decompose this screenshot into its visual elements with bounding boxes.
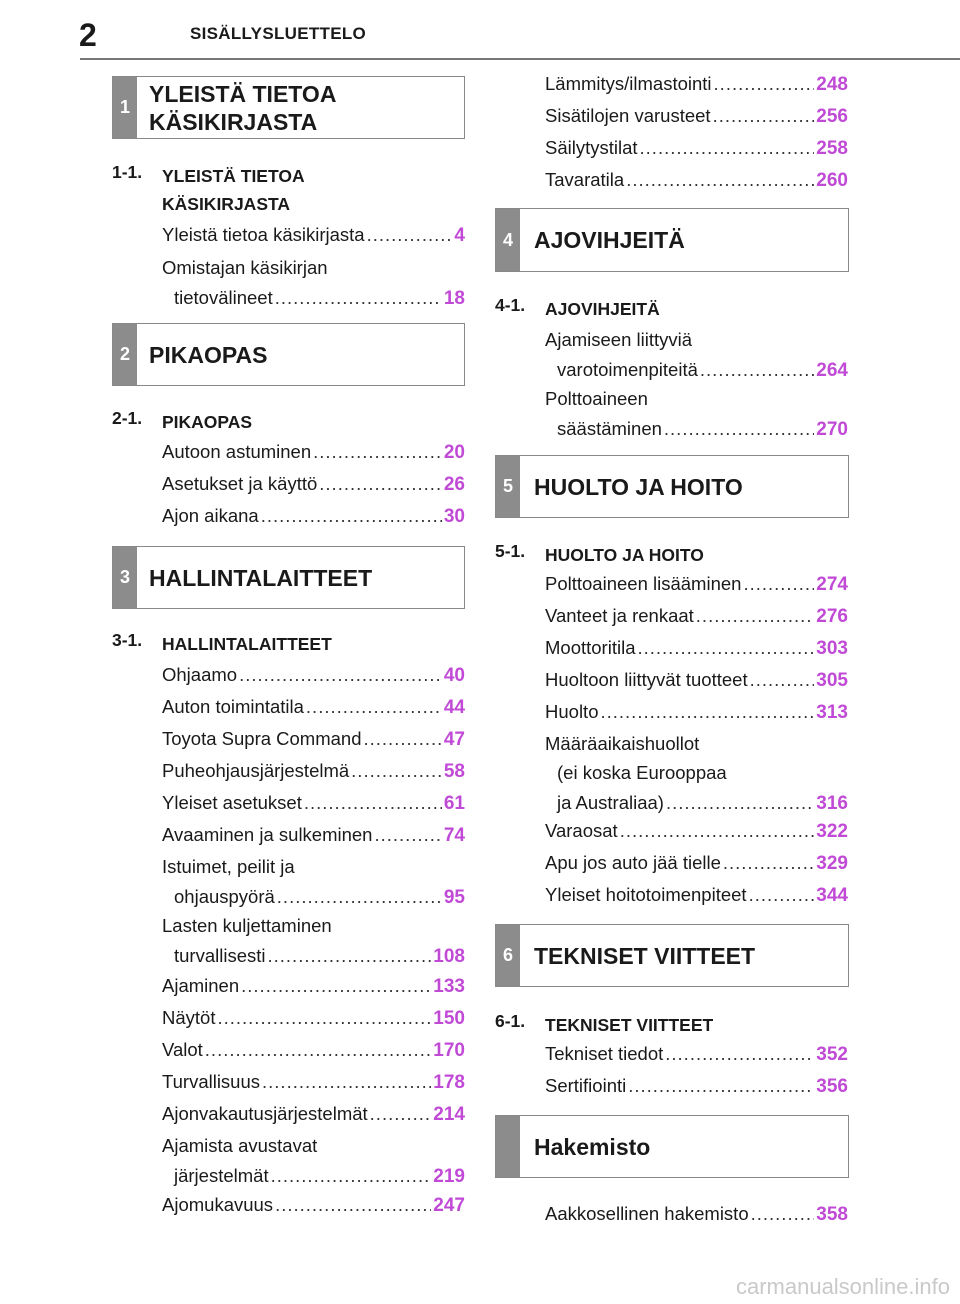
toc-entry[interactable]: Toyota Supra Command ..... 47 (162, 723, 465, 755)
chapter-tab: 3 (113, 547, 137, 608)
toc-entry[interactable]: Yleiset hoitotoimenpiteet ..... 344 (545, 879, 848, 911)
toc-entry[interactable]: Ajomukavuus ..... 247 (162, 1189, 465, 1221)
toc-entry[interactable]: Ohjaamo ..... 40 (162, 659, 465, 691)
page-link[interactable]: 214 (433, 1104, 465, 1125)
page-link[interactable]: 95 (443, 887, 465, 908)
page-link[interactable]: 61 (443, 793, 465, 814)
toc-entry[interactable]: Sertifiointi ..... 356 (545, 1070, 848, 1102)
chapter-box-3[interactable] (112, 546, 465, 609)
page-link[interactable]: 18 (443, 288, 465, 309)
chapter-box-index[interactable] (495, 1115, 849, 1178)
page-link[interactable]: 329 (816, 853, 848, 874)
toc-entry[interactable]: Autoon astuminen ..... 20 (162, 436, 465, 468)
chapter-tab (496, 1116, 520, 1177)
toc-entry[interactable]: Polttoaineen säästäminen ..... 270 (545, 384, 848, 445)
page-link[interactable]: 247 (433, 1195, 465, 1216)
toc-entry[interactable]: Valot ..... 170 (162, 1034, 465, 1066)
chapter-box-5[interactable] (495, 455, 849, 518)
toc-entry[interactable]: Ajaminen ..... 133 (162, 970, 465, 1002)
toc-entry[interactable]: Lasten kuljettaminen turvallisesti ..... 108 (162, 911, 465, 972)
toc-entry[interactable]: Lämmitys/ilmastointi ..... 248 (545, 68, 848, 100)
chapter-tab: 5 (496, 456, 520, 517)
page-link[interactable]: 30 (443, 506, 465, 527)
toc-entry[interactable]: Sisätilojen varusteet ..... 256 (545, 100, 848, 132)
toc-entry[interactable]: Huoltoon liittyvät tuotteet ..... 305 (545, 664, 848, 696)
toc-entry[interactable]: Avaaminen ja sulkeminen ..... 74 (162, 819, 465, 851)
page-link[interactable]: 313 (816, 702, 848, 723)
page-link[interactable]: 58 (443, 761, 465, 782)
toc-entry[interactable]: Apu jos auto jää tielle ..... 329 (545, 847, 848, 879)
toc-entry[interactable]: Asetukset ja käyttö ..... 26 (162, 468, 465, 500)
toc-entry[interactable]: Aakkosellinen hakemisto ..... 358 (545, 1198, 848, 1230)
chapter-box-4[interactable] (495, 208, 849, 272)
page-link[interactable]: 40 (443, 665, 465, 686)
page-link[interactable]: 316 (816, 793, 848, 814)
toc-entry[interactable]: Vanteet ja renkaat ..... 276 (545, 600, 848, 632)
toc-entry[interactable]: Määräaikaishuollot (ei koska Eurooppaa ja Australiaa) ..... 316 (545, 729, 848, 819)
page-link[interactable]: 270 (816, 419, 848, 440)
page-link[interactable]: 74 (443, 825, 465, 846)
page-link[interactable]: 358 (816, 1204, 848, 1225)
page-link[interactable]: 258 (816, 138, 848, 159)
page-link[interactable]: 170 (433, 1040, 465, 1061)
page-link[interactable]: 133 (433, 976, 465, 997)
page-header (0, 0, 960, 62)
toc-entry[interactable]: Omistajan käsikirjan tietovälineet ..... 18 (162, 253, 465, 314)
toc-entry[interactable]: Varaosat ..... 322 (545, 815, 848, 847)
chapter-title: TEKNISET VIITTEET (534, 942, 756, 969)
chapter-title: PIKAOPAS (149, 341, 268, 368)
chapter-tab: 4 (496, 209, 520, 271)
page-link[interactable]: 344 (816, 885, 848, 906)
toc-entry[interactable]: Huolto ..... 313 (545, 696, 848, 728)
toc-entry[interactable]: Moottoritila ..... 303 (545, 632, 848, 664)
page-link[interactable]: 352 (816, 1044, 848, 1065)
chapter-title: HALLINTALAITTEET (149, 564, 373, 591)
page-link[interactable]: 276 (816, 606, 848, 627)
page-link[interactable]: 178 (433, 1072, 465, 1093)
page-link[interactable]: 47 (443, 729, 465, 750)
toc-entry[interactable]: Auton toimintatila ..... 44 (162, 691, 465, 723)
page-link[interactable]: 108 (433, 946, 465, 967)
chapter-tab: 1 (113, 77, 137, 138)
toc-entry[interactable]: Puheohjausjärjestelmä ..... 58 (162, 755, 465, 787)
toc-entry[interactable]: Yleiset asetukset ..... 61 (162, 787, 465, 819)
chapter-title: AJOVIHJEITÄ (534, 227, 685, 253)
page-link[interactable]: 322 (816, 821, 848, 842)
toc-entry[interactable]: Säilytystilat ..... 258 (545, 132, 848, 164)
header-rule (80, 58, 960, 60)
chapter-title: YLEISTÄ TIETOA KÄSIKIRJASTA (149, 80, 337, 135)
chapter-tab: 6 (496, 925, 520, 986)
page-link[interactable]: 303 (816, 638, 848, 659)
chapter-box-2[interactable] (112, 323, 465, 386)
running-title: SISÄLLYSLUETTELO (190, 24, 367, 43)
toc-entry[interactable]: Ajamista avustavat järjestelmät ..... 219 (162, 1131, 465, 1192)
toc-entry[interactable]: Ajonvakautusjärjestelmät ..... 214 (162, 1098, 465, 1130)
toc-entry[interactable]: Ajamiseen liittyviä varotoimenpiteitä ..... 264 (545, 325, 848, 386)
page-link[interactable]: 260 (816, 170, 848, 191)
chapter-box-1[interactable] (112, 76, 465, 139)
page-link[interactable]: 305 (816, 670, 848, 691)
page-link[interactable]: 219 (433, 1166, 465, 1187)
page-number: 2 (79, 17, 97, 53)
page-link[interactable]: 356 (816, 1076, 848, 1097)
page-link[interactable]: 26 (443, 474, 465, 495)
toc-entry[interactable]: Näytöt ..... 150 (162, 1002, 465, 1034)
toc-entry[interactable]: Polttoaineen lisääminen ..... 274 (545, 568, 848, 600)
page-link[interactable]: 274 (816, 574, 848, 595)
watermark: carmanualsonline.info (735, 1274, 950, 1299)
page-link[interactable]: 4 (454, 225, 465, 246)
page-link[interactable]: 264 (816, 360, 848, 381)
toc-entry[interactable]: Yleistä tietoa käsikirjasta ..... 4 (162, 219, 465, 251)
page-link[interactable]: 256 (816, 106, 848, 127)
toc-entry[interactable]: Ajon aikana ..... 30 (162, 500, 465, 532)
chapter-box-6[interactable] (495, 924, 849, 987)
page-link[interactable]: 20 (443, 442, 465, 463)
page-link[interactable]: 248 (816, 74, 848, 95)
toc-entry[interactable]: Tekniset tiedot ..... 352 (545, 1038, 848, 1070)
page-link[interactable]: 150 (433, 1008, 465, 1029)
toc-entry[interactable]: Istuimet, peilit ja ohjauspyörä ..... 95 (162, 852, 465, 913)
toc-entry[interactable]: Turvallisuus ..... 178 (162, 1066, 465, 1098)
toc-entry[interactable]: Tavaratila ..... 260 (545, 164, 848, 196)
page-link[interactable]: 44 (443, 697, 465, 718)
chapter-tab: 2 (113, 324, 137, 385)
chapter-title: Hakemisto (534, 1133, 651, 1160)
chapter-title: HUOLTO JA HOITO (534, 473, 743, 500)
